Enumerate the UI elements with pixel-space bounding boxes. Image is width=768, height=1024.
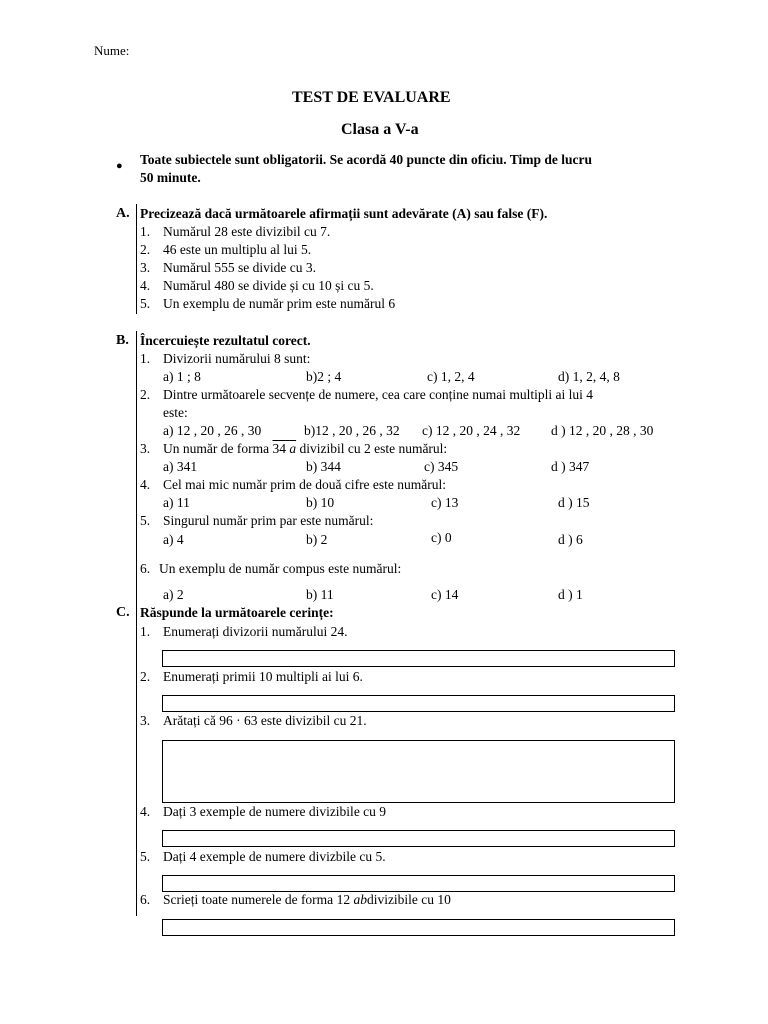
list-item-num: 1.	[140, 224, 151, 239]
option-b: b) 11	[306, 587, 334, 602]
list-item: Numărul 28 este divizibil cu 7.	[163, 224, 331, 239]
instructions-line2: 50 minute.	[140, 170, 201, 185]
option-d: d ) 6	[558, 532, 583, 547]
option-b: b)12 , 20 , 26 , 32	[304, 423, 400, 438]
question-num: 3.	[140, 441, 151, 456]
list-item: Numărul 555 se divide cu 3.	[163, 260, 316, 275]
section-c-heading: Răspunde la următoarele cerințe:	[140, 605, 334, 620]
option-a: a) 2	[163, 587, 184, 602]
option-b: b)2 ; 4	[306, 369, 342, 384]
section-a-letter: A.	[116, 206, 130, 221]
list-item-num: 4.	[140, 278, 151, 293]
number-form: 12 ab	[336, 892, 367, 907]
question-num: 2.	[140, 387, 151, 402]
question-text: Un exemplu de număr compus este numărul:	[159, 561, 402, 576]
answer-box-6[interactable]	[162, 919, 675, 936]
section-b-heading: Încercuiește rezultatul corect.	[140, 333, 311, 348]
task-text: Enumerați primii 10 multipli ai lui 6.	[163, 669, 363, 684]
task-num: 2.	[140, 669, 151, 684]
task-text: Enumerați divizorii numărului 24.	[163, 624, 348, 639]
option-a: a) 1 ; 8	[163, 369, 201, 384]
option-d: d) 1, 2, 4, 8	[558, 369, 620, 384]
task-num: 6.	[140, 892, 151, 907]
answer-box-2[interactable]	[162, 695, 675, 712]
instructions-line1: Toate subiectele sunt obligatorii. Se acordă 40 puncte din oficiu. Timp de lucru	[140, 152, 593, 167]
list-item-num: 2.	[140, 242, 151, 257]
option-c: c) 1, 2, 4	[427, 369, 475, 384]
option-c: c) 13	[431, 495, 459, 510]
option-d: d ) 1	[558, 587, 583, 602]
section-c-letter: C.	[116, 605, 130, 620]
math-expression: 96 · 63	[219, 713, 258, 728]
question-num: 6.	[140, 561, 151, 576]
option-b: b) 10	[306, 495, 335, 510]
task-text: Dați 3 exemple de numere divizibile cu 9	[163, 804, 387, 819]
bullet-icon: ●	[116, 160, 123, 172]
answer-box-4[interactable]	[162, 830, 675, 847]
option-c: c) 0	[431, 530, 452, 545]
number-form: 34 a	[272, 441, 297, 456]
task-num: 3.	[140, 713, 151, 728]
task-text: Arătați că 96 · 63 este divizibil cu 21.	[163, 713, 367, 728]
question-num: 5.	[140, 513, 151, 528]
option-b: b) 344	[306, 459, 341, 474]
task-text: Dați 4 exemple de numere divizbile cu 5.	[163, 849, 386, 864]
section-a-heading: Precizează dacă următoarele afirmații sunt adevărate (A) sau false (F).	[140, 206, 548, 221]
task-num: 1.	[140, 624, 151, 639]
question-text: Divizorii numărului 8 sunt:	[163, 351, 311, 366]
option-a: a) 341	[163, 459, 198, 474]
list-item: Un exemplu de număr prim este numărul 6	[163, 296, 396, 311]
option-d: d ) 12 , 20 , 28 , 30	[551, 423, 654, 438]
option-a: a) 11	[163, 495, 190, 510]
answer-box-3[interactable]	[162, 740, 675, 803]
question-text-cont: este:	[163, 405, 188, 420]
task-num: 5.	[140, 849, 151, 864]
list-item: Numărul 480 se divide și cu 10 și cu 5.	[163, 278, 374, 293]
option-b: b) 2	[306, 532, 328, 547]
option-a: a) 12 , 20 , 26 , 30	[163, 423, 262, 438]
section-b-letter: B.	[116, 333, 129, 348]
question-num: 4.	[140, 477, 151, 492]
answer-box-1[interactable]	[162, 650, 675, 667]
task-num: 4.	[140, 804, 151, 819]
list-item-num: 3.	[140, 260, 151, 275]
section-c-rule	[136, 604, 137, 916]
section-b-rule	[136, 331, 137, 607]
question-text: Singurul număr prim par este numărul:	[163, 513, 374, 528]
page-subtitle: Clasa a V-a	[341, 121, 419, 138]
option-d: d ) 15	[558, 495, 590, 510]
task-text: Scrieți toate numerele de forma 12 abdivizibile cu 10	[163, 892, 451, 907]
list-item-num: 5.	[140, 296, 151, 311]
list-item: 46 este un multiplu al lui 5.	[163, 242, 312, 257]
question-text: Un număr de forma 34 a divizibil cu 2 este numărul:	[163, 441, 448, 456]
option-c: c) 14	[431, 587, 459, 602]
section-a-rule	[136, 204, 137, 314]
answer-box-5[interactable]	[162, 875, 675, 892]
option-c: c) 12 , 20 , 24 , 32	[422, 423, 521, 438]
option-a: a) 4	[163, 532, 184, 547]
question-num: 1.	[140, 351, 151, 366]
page-title: TEST DE EVALUARE	[292, 89, 451, 106]
question-text: Cel mai mic număr prim de două cifre este numărul:	[163, 477, 447, 492]
option-c: c) 345	[424, 459, 459, 474]
option-d: d ) 347	[551, 459, 590, 474]
question-text: Dintre următoarele secvențe de numere, cea care conține numai multipli ai lui 4	[163, 387, 593, 402]
name-label: Nume:	[94, 43, 130, 58]
